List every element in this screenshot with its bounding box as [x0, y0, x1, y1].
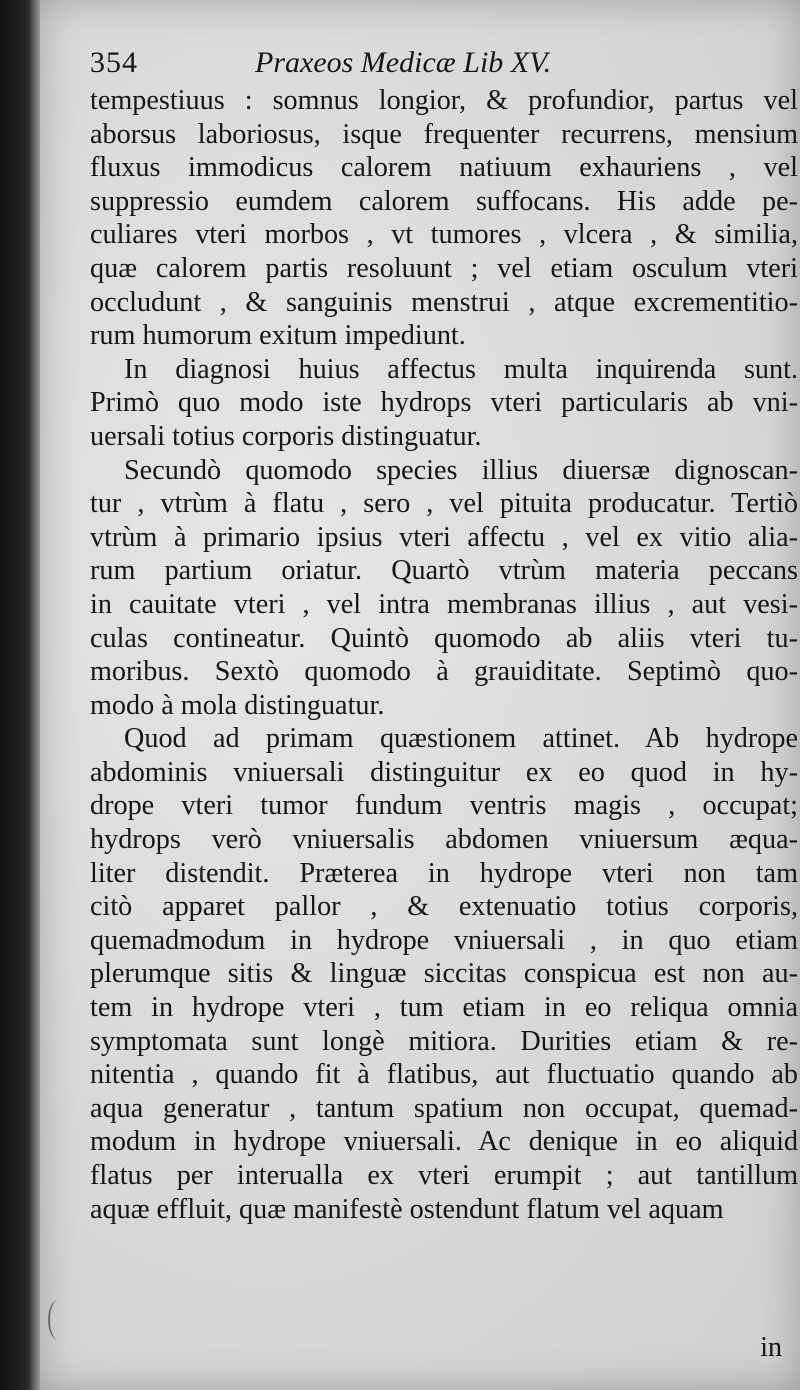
text-line: Quod ad primam quæstionem attinet. Ab hydrope [124, 723, 798, 755]
text-line: quemadmodum in hydrope vniuersali , in quo etiam [90, 924, 798, 956]
text-line: abdominis vniuersali distinguitur ex eo quod in hy- [90, 756, 798, 788]
running-title: Praxeos Medicæ Lib XV. [255, 46, 552, 79]
book-page [40, 0, 800, 1390]
text-line: uersali totius corporis distinguatur. [90, 420, 482, 452]
text-line: plerumque sitis & linguæ siccitas conspicua est non au- [90, 958, 798, 990]
paragraph [90, 353, 798, 454]
body-text [90, 84, 798, 1226]
text-line: quæ calorem partis resoluunt ; vel etiam osculum vteri [90, 252, 798, 284]
text-line: occludunt , & sanguinis menstrui , atque excrementitio- [90, 286, 798, 318]
text-line: aqua generatur , tantum spatium non occupat, quemad- [90, 1092, 798, 1124]
book-gutter [0, 0, 40, 1390]
text-line: citò apparet pallor , & extenuatio totius corporis, [90, 891, 798, 923]
text-line: hydrops verò vniuersalis abdomen vniuersum æqua- [90, 824, 798, 856]
text-line: liter distendit. Præterea in hydrope vteri non tam [90, 857, 798, 889]
text-line: drope vteri tumor fundum ventris magis , occupat; [90, 790, 798, 822]
text-line: aborsus laboriosus, isque frequenter recurrens, mensium [90, 118, 798, 150]
paragraph [90, 722, 798, 1226]
text-line: culiares vteri morbos , vt tumores , vlcera , & similia, [90, 219, 798, 251]
text-line: rum partium oriatur. Quartò vtrùm materia peccans [90, 555, 798, 587]
text-line: flatus per interualla ex vteri erumpit ; aut tantillum [90, 1160, 798, 1191]
catchword: in [760, 1332, 782, 1363]
text-line: rum humorum exitum impediunt. [90, 320, 466, 352]
text-line: Primò quo modo iste hydrops vteri particularis ab vni- [90, 387, 798, 419]
text-line: in cauitate vteri , vel intra membranas illius , aut vesi- [90, 588, 798, 620]
text-line: symptomata sunt longè mitiora. Durities etiam & re- [90, 1025, 798, 1057]
text-line: moribus. Sextò quomodo à grauiditate. Septimò quo- [90, 656, 798, 688]
text-line: culas contineatur. Quintò quomodo ab aliis vteri tu- [90, 622, 798, 654]
margin-mark [48, 1300, 68, 1340]
text-line: Secundò quomodo species illius diuersæ dignoscan- [124, 454, 798, 486]
page-header [90, 40, 790, 88]
text-line: suppressio eumdem calorem suffocans. His adde pe- [90, 185, 798, 217]
paragraph [90, 84, 798, 353]
text-line: nitentia , quando fit à flatibus, aut fluctuatio quando ab [90, 1059, 798, 1091]
text-line: modo à mola distinguatur. [90, 689, 385, 721]
text-line: fluxus immodicus calorem natiuum exhauriens , vel [90, 152, 798, 184]
text-line: modum in hydrope vniuersali. Ac denique in eo aliquid [90, 1126, 798, 1158]
text-line: In diagnosi huius affectus multa inquirenda sunt. [124, 353, 798, 385]
text-line: tem in hydrope vteri , tum etiam in eo reliqua omnia [90, 992, 798, 1024]
text-line: aquæ effluit, quæ manifestè ostendunt flatum vel aquam [90, 1193, 724, 1225]
text-line: tempestiuus : somnus longior, & profundior, partus vel [90, 85, 798, 116]
text-line: vtrùm à primario ipsius vteri affectu , vel ex vitio alia- [90, 521, 798, 553]
text-line: tur , vtrùm à flatu , sero , vel pituita producatur. Tertiò [90, 488, 798, 520]
paragraph [90, 454, 798, 723]
page-number: 354 [90, 46, 138, 79]
